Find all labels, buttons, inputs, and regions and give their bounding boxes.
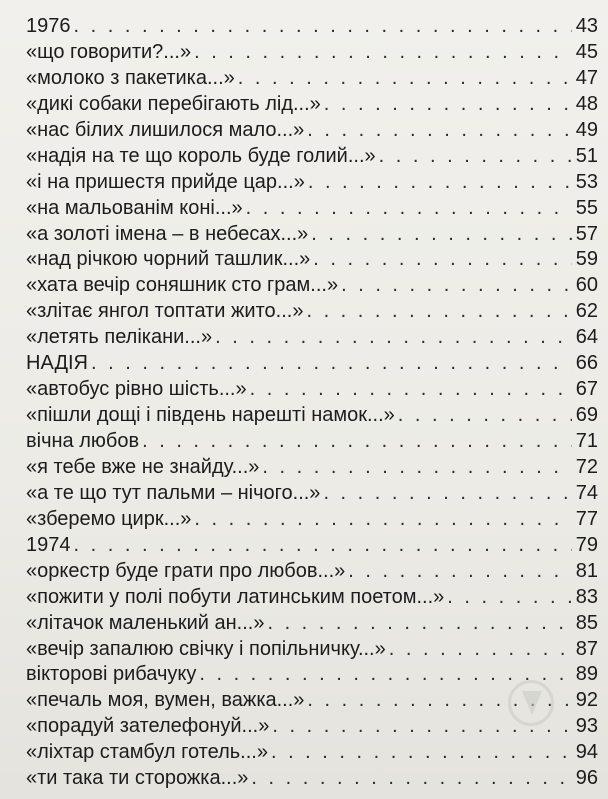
toc-entry-page-number: 67 bbox=[575, 378, 598, 401]
toc-entry bbox=[26, 273, 598, 299]
toc-entry bbox=[26, 766, 598, 792]
toc-entry-title: «дикі собаки перебігають лід...» bbox=[26, 92, 321, 115]
dot-leader bbox=[74, 533, 572, 559]
dot-leader bbox=[307, 118, 571, 144]
toc-entry-title: «а золоті імена – в небесах...» bbox=[26, 222, 309, 245]
toc-entry-page-number: 57 bbox=[575, 222, 598, 245]
toc-entry-title: «злітає янгол топтати жито...» bbox=[26, 300, 304, 323]
toc-entry bbox=[26, 222, 598, 248]
toc-entry-title: «пішли дощі і південь нарешті намок...» bbox=[26, 404, 395, 427]
toc-entry bbox=[26, 507, 598, 533]
dot-leader bbox=[194, 507, 571, 533]
dot-leader bbox=[194, 40, 572, 66]
toc-entry bbox=[26, 559, 598, 585]
toc-entry-page-number: 74 bbox=[575, 481, 598, 504]
toc-entry bbox=[26, 118, 598, 144]
toc-entry-title: вічна любов bbox=[26, 430, 140, 452]
toc-entry-page-number: 64 bbox=[575, 326, 598, 349]
dot-leader bbox=[91, 351, 572, 377]
dot-leader bbox=[250, 377, 572, 403]
toc-entry-title: НАДІЯ bbox=[26, 352, 88, 375]
dot-leader bbox=[341, 273, 572, 299]
dot-leader bbox=[313, 247, 571, 273]
toc-entry-page-number: 66 bbox=[575, 352, 598, 375]
toc-entry-title: «над річкою чорний ташлик...» bbox=[26, 248, 311, 271]
toc-entry-page-number: 53 bbox=[575, 170, 598, 193]
toc-entry-title: «автобус рівно шість...» bbox=[26, 378, 247, 401]
toc-entry-page-number: 51 bbox=[575, 144, 598, 167]
toc-entry-page-number: 48 bbox=[575, 92, 598, 115]
table-of-contents bbox=[26, 14, 598, 792]
toc-entry bbox=[26, 481, 598, 507]
dot-leader bbox=[323, 481, 571, 507]
dot-leader bbox=[142, 429, 572, 455]
toc-entry-title: 1974 bbox=[26, 533, 71, 556]
toc-entry bbox=[26, 351, 598, 377]
toc-entry-page-number: 93 bbox=[575, 715, 598, 738]
toc-entry-title: «зберемо цирк...» bbox=[26, 507, 192, 530]
toc-entry-page-number: 92 bbox=[575, 689, 598, 712]
toc-entry-page-number: 89 bbox=[575, 663, 598, 686]
toc-entry bbox=[26, 66, 598, 92]
dot-leader bbox=[389, 637, 572, 663]
toc-entry-title: «а те що тут пальми – нічого...» bbox=[26, 481, 321, 504]
toc-entry-page-number: 43 bbox=[575, 15, 598, 37]
toc-entry-title: «на мальованім коні...» bbox=[26, 196, 243, 219]
toc-entry-title: «вечір запалюю свічку і попільничку...» bbox=[26, 637, 386, 660]
toc-entry-title: «пожити у полі побути латинським поетом...» bbox=[26, 585, 445, 608]
toc-entry-title: вікторові рибачуку bbox=[26, 663, 197, 686]
toc-entry bbox=[26, 740, 598, 766]
toc-entry-page-number: 94 bbox=[575, 741, 598, 764]
toc-entry-title: 1976 bbox=[26, 15, 71, 37]
dot-leader bbox=[398, 403, 572, 429]
toc-entry-title: «літачок маленький ан...» bbox=[26, 611, 265, 634]
dot-leader bbox=[271, 740, 572, 766]
dot-leader bbox=[447, 585, 571, 611]
toc-entry-title: «нас білих лишилося мало...» bbox=[26, 118, 305, 141]
toc-entry-page-number: 79 bbox=[575, 533, 598, 556]
toc-entry bbox=[26, 247, 598, 273]
dot-leader bbox=[311, 222, 571, 248]
dot-leader bbox=[246, 196, 572, 222]
dot-leader bbox=[306, 299, 571, 325]
dot-leader bbox=[262, 455, 571, 481]
dot-leader bbox=[267, 611, 571, 637]
toc-entry-page-number: 81 bbox=[575, 559, 598, 582]
dot-leader bbox=[379, 144, 572, 170]
toc-entry-page-number: 55 bbox=[575, 196, 598, 219]
toc-entry-title: «хата вечір соняшник сто грам...» bbox=[26, 274, 339, 297]
toc-entry bbox=[26, 662, 598, 688]
toc-entry bbox=[26, 585, 598, 611]
toc-entry-page-number: 85 bbox=[575, 611, 598, 634]
toc-entry-page-number: 49 bbox=[575, 118, 598, 141]
toc-entry-page-number: 96 bbox=[575, 767, 598, 790]
toc-entry bbox=[26, 170, 598, 196]
toc-entry-title: «що говорити?...» bbox=[26, 40, 192, 63]
toc-entry-title: «ти така ти сторожка...» bbox=[26, 767, 249, 790]
toc-entry-title: «молоко з пакетика...» bbox=[26, 66, 235, 89]
toc-entry-page-number: 59 bbox=[575, 248, 598, 271]
toc-entry bbox=[26, 429, 598, 455]
toc-entry-page-number: 72 bbox=[575, 455, 598, 478]
toc-entry-page-number: 71 bbox=[575, 430, 598, 452]
toc-entry bbox=[26, 299, 598, 325]
dot-leader bbox=[324, 92, 572, 118]
toc-entry-page-number: 60 bbox=[575, 274, 598, 297]
toc-entry-page-number: 87 bbox=[575, 637, 598, 660]
dot-leader bbox=[238, 66, 572, 92]
toc-entry-title: «і на пришестя прийде цар...» bbox=[26, 170, 305, 193]
toc-entry-title: «летять пелікани...» bbox=[26, 326, 213, 349]
toc-entry bbox=[26, 14, 598, 40]
toc-entry bbox=[26, 455, 598, 481]
toc-entry bbox=[26, 92, 598, 118]
toc-entry bbox=[26, 637, 598, 663]
toc-entry bbox=[26, 377, 598, 403]
dot-leader bbox=[308, 170, 572, 196]
toc-entry bbox=[26, 40, 598, 66]
toc-entry bbox=[26, 144, 598, 170]
toc-entry bbox=[26, 714, 598, 740]
toc-entry-title: «надія на те що король буде голий...» bbox=[26, 144, 376, 167]
toc-entry-title: «порадуй зателефонуй...» bbox=[26, 715, 270, 738]
toc-entry-page-number: 45 bbox=[575, 40, 598, 63]
dot-leader bbox=[215, 325, 572, 351]
toc-entry-title: «я тебе вже не знайду...» bbox=[26, 455, 260, 478]
toc-entry-title: «печаль моя, вумен, важка...» bbox=[26, 689, 305, 712]
toc-entry-page-number: 69 bbox=[575, 404, 598, 427]
dot-leader bbox=[74, 14, 572, 40]
dot-leader bbox=[251, 766, 571, 792]
toc-entry-title: «ліхтар стамбул готель...» bbox=[26, 741, 268, 764]
toc-entry-page-number: 83 bbox=[575, 585, 598, 608]
toc-entry-page-number: 47 bbox=[575, 66, 598, 89]
toc-entry-page-number: 77 bbox=[575, 507, 598, 530]
toc-entry-title: «оркестр буде грати про любов...» bbox=[26, 559, 346, 582]
toc-entry bbox=[26, 325, 598, 351]
watermark-icon bbox=[508, 680, 554, 726]
toc-entry bbox=[26, 533, 598, 559]
toc-entry bbox=[26, 611, 598, 637]
toc-entry bbox=[26, 196, 598, 222]
dot-leader bbox=[348, 559, 571, 585]
toc-entry-page-number: 62 bbox=[575, 300, 598, 323]
toc-entry bbox=[26, 403, 598, 429]
